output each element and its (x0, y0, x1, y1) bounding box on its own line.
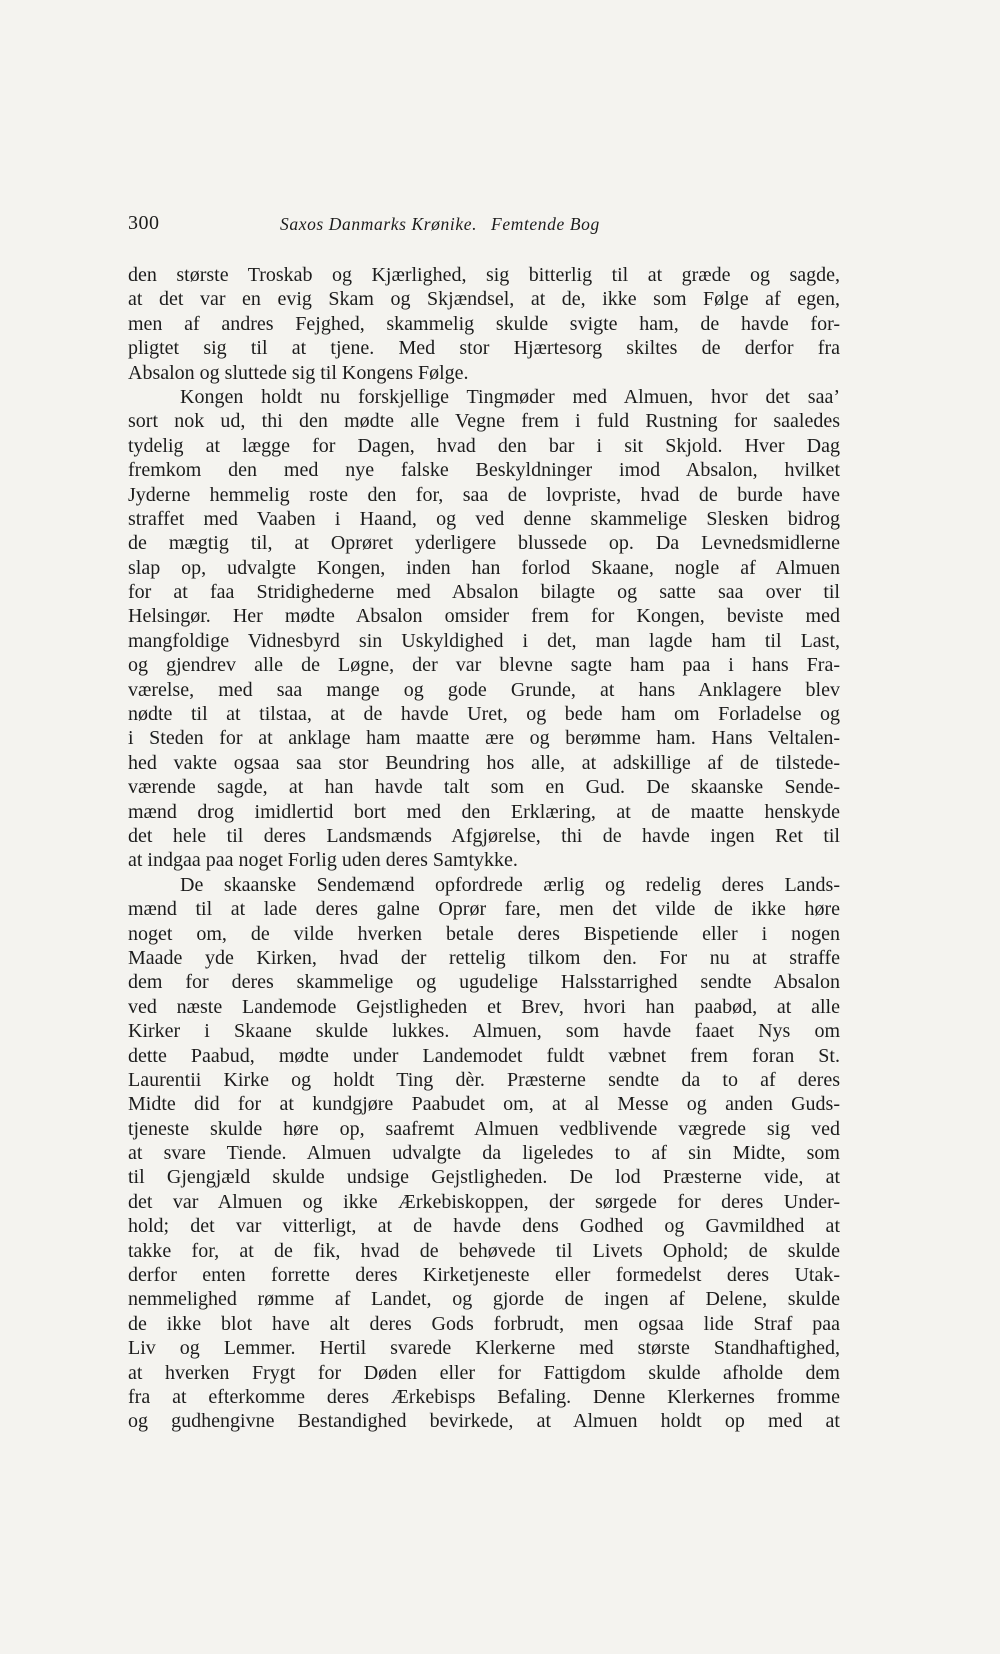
text-line: Liv og Lemmer. Hertil svarede Klerkerne med største Standhaftighed, (128, 1337, 840, 1360)
text-line: De skaanske Sendemænd opfordrede ærlig og redelig deres Lands- (180, 873, 840, 896)
text-line: derfor enten forrette deres Kirketjeneste eller formedelst deres Utak- (128, 1264, 840, 1287)
text-line: Jyderne hemmelig roste den for, saa de lovpriste, hvad de burde have (128, 483, 840, 506)
text-line: tjeneste skulde høre op, saafremt Almuen vedblivende vægrede sig ved (128, 1117, 840, 1140)
text-line: mænd drog imidlertid bort med den Erklæring, at de maatte henskyde (128, 800, 840, 823)
text-line: Helsingør. Her mødte Absalon omsider frem for Kongen, beviste med (128, 605, 840, 628)
text-line: Laurentii Kirke og holdt Ting dèr. Præsterne sendte da to af deres (128, 1068, 840, 1091)
text-line: hold; det var vitterligt, at de havde dens Godhed og Gavmildhed at (128, 1215, 840, 1238)
text-line: tydelig at lægge for Dagen, hvad den bar i sit Skjold. Hver Dag (128, 434, 840, 457)
book-title: Saxos Danmarks Krønike. (280, 214, 478, 234)
text-line: ved næste Landemode Gejstligheden et Brev, hvori han paabød, at alle (128, 995, 840, 1018)
text-line: fra at efterkomme deres Ærkebisps Befaling. Denne Klerkernes fromme (128, 1385, 840, 1408)
text-line: Maade yde Kirken, hvad der rettelig tilkom den. For nu at straffe (128, 946, 840, 969)
text-line: slap op, udvalgte Kongen, inden han forlod Skaane, nogle af Almuen (128, 556, 840, 579)
text-line: Midte did for at kundgjøre Paabudet om, at al Messe og anden Guds- (128, 1093, 840, 1116)
text-line: til Gjengjæld skulde undsige Gejstligheden. De lod Præsterne vide, at (128, 1166, 840, 1189)
text-line: nemmelighed rømme af Landet, og gjorde de ingen af Delene, skulde (128, 1288, 840, 1311)
text-line: dette Paabud, mødte under Landemodet fuldt væbnet frem foran St. (128, 1044, 840, 1067)
text-line: det hele til deres Landsmænds Afgjørelse, thi de havde ingen Ret til (128, 824, 840, 847)
text-line: takke for, at de fik, hvad de behøvede til Livets Ophold; de skulde (128, 1239, 840, 1262)
text-line: værelse, med saa mange og gode Grunde, at hans Anklagere blev (128, 678, 840, 701)
text-line: Absalon og sluttede sig til Kongens Følge. (128, 361, 469, 384)
text-line: pligtet sig til at tjene. Med stor Hjærtesorg skiltes de derfor fra (128, 337, 840, 360)
book-section: Femtende Bog (491, 214, 600, 234)
text-line: og gudhengivne Bestandighed bevirkede, at Almuen holdt op med at (128, 1410, 840, 1433)
text-line: de mægtig til, at Oprøret yderligere blussede op. Da Levnedsmidlerne (128, 532, 840, 555)
text-line: for at faa Stridighederne med Absalon bilagte og satte saa over til (128, 581, 840, 604)
running-title (280, 214, 600, 235)
text-line: det var Almuen og ikke Ærkebiskoppen, der sørgede for deres Under- (128, 1190, 840, 1213)
text-line: mænd til at lade deres galne Oprør fare, men det vilde de ikke høre (128, 898, 840, 921)
text-line: Kirker i Skaane skulde lukkes. Almuen, som havde faaet Nys om (128, 1020, 840, 1043)
text-line: noget om, de vilde hverken betale deres Bispetiende eller i nogen (128, 922, 840, 945)
text-line: den største Troskab og Kjærlighed, sig bitterlig til at græde og sagde, (128, 264, 840, 286)
text-line: men af andres Fejghed, skammelig skulde svigte ham, de havde for- (128, 312, 840, 335)
body-text (128, 263, 840, 1434)
text-line: fremkom den med nye falske Beskyldninger imod Absalon, hvilket (128, 459, 840, 482)
text-line: straffet med Vaaben i Haand, og ved denne skammelige Slesken bidrog (128, 507, 840, 530)
text-line: sort nok ud, thi den mødte alle Vegne frem i fuld Rustning for saaledes (128, 410, 840, 433)
text-line: de ikke blot have alt deres Gods forbrudt, men ogsaa lide Straf paa (128, 1312, 840, 1335)
page-number: 300 (128, 212, 160, 234)
text-line: dem for deres skammelige og ugudelige Halsstarrighed sendte Absalon (128, 971, 840, 994)
text-line: og gjendrev alle de Løgne, der var blevne sagte ham paa i hans Fra- (128, 654, 840, 677)
text-line: mangfoldige Vidnesbyrd sin Uskyldighed i det, man lagde ham til Last, (128, 629, 840, 652)
text-line: at det var en evig Skam og Skjændsel, at de, ikke som Følge af egen, (128, 288, 840, 311)
text-line: at svare Tiende. Almuen udvalgte da ligeledes to af sin Midte, som (128, 1142, 840, 1165)
page-header (128, 212, 684, 242)
text-line: nødte til at tilstaa, at de havde Uret, og bede ham om Forladelse og (128, 703, 840, 726)
text-line: Kongen holdt nu forskjellige Tingmøder med Almuen, hvor det saa’ (180, 385, 840, 408)
text-line: værende sagde, at han havde talt som en Gud. De skaanske Sende- (128, 776, 840, 799)
text-line: hed vakte ogsaa saa stor Beundring hos alle, at adskillige af de tilstede- (128, 751, 840, 774)
text-line: at hverken Frygt for Døden eller for Fattigdom skulde afholde dem (128, 1361, 840, 1384)
text-line: i Steden for at anklage ham maatte ære og berømme ham. Hans Veltalen- (128, 727, 840, 750)
text-line: at indgaa paa noget Forlig uden deres Samtykke. (128, 849, 518, 872)
